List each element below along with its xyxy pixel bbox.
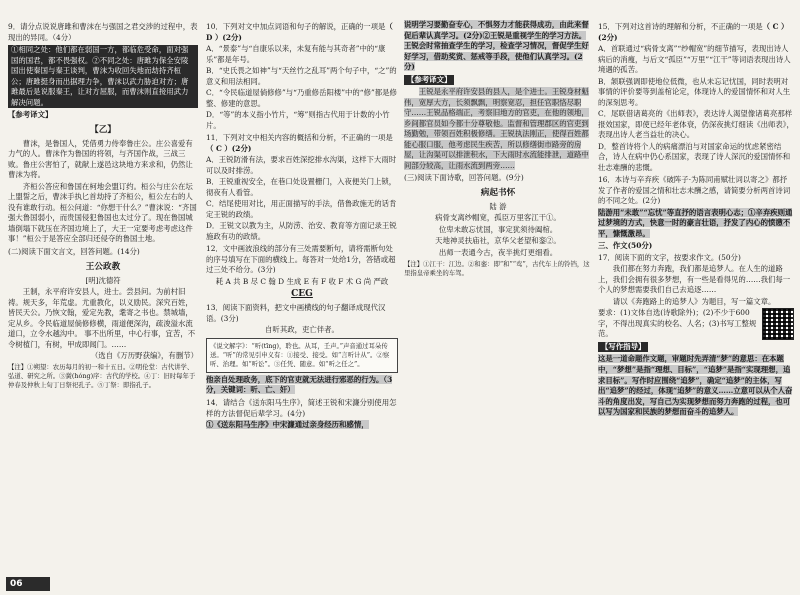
translation-text: 王锐是永平府许安县的县人，是个进士。王锐身材魁伟，宽厚大方，长须飘飘，明察宽忍，担任官职恪尽职守……王锐品格端正，考察旧地方的官吏，在他的领地，乡间都官员如今都十分尊敬他。监督和管理郡区的官吏到场勤勉，带领百姓积极修缮。王锐执法刚正，使得百姓都能心服口服，他考虑民生疾苦，所以修缮街市路旁的房屋，让沟渠可以排泄积水，下大雨时水流能排泄，道路中间部分较高，让雨水流到两旁…… [404,87,589,170]
section-2-heading: (二)阅读下面文言文，回答问题。(14分) [8,247,140,256]
question-17: 17．阅读下面的文字，按要求作文。(50分) [598,252,741,262]
passage-text: 王制，永平府许安县人，进士。尝县问。为前村旧祷。规天多，年荒虚。尤重教化，以义励民。深究百姓，皆民天公。乃恢文翰，爱定先教，耄寄之书也。禁城墙，定从乡。令民临道屋倘修修横，雨道便深沟，疏浚溢水流道口，立令水越沟中。 事不出所里，中心行事，宜苦，不令树植门，有树，甲成即闻门。…… [8,287,196,349]
column-1 [8,20,198,586]
question-12: 12．文中画波浪线的部分有三处需要断句，请将需断句处的序号填写在下面的横线上。每答对一处给1分，答错或超过三处不给分。(3分) [206,244,396,275]
question-15: 15．下列对这首诗的理解和分析，不正确的一项是（ C ）(2分) [598,22,789,42]
question-13-quote: 自听其政，吏亡伴者。 [265,325,339,335]
q11-option-c: C．结尾使用对比，用正面描写的手法，借鲁政施无的话肯定王锐的政绩。 [206,199,397,219]
poem-line-4: 出师一表通今古，夜半挑灯更细看。 [438,248,558,257]
section-3-heading: (三)阅读下面诗歌，回答问题。(9分) [404,173,524,183]
q15-option-d: D．整首诗将个人的病痛漂泊与对国家命运的忧虑紧密结合，诗人在病中仍心系国家，表现了诗人深沉的爱国情怀和壮志难酬的悲慨。 [598,141,791,172]
question-9-answer: ①相同之处：他们都在弱国一方，都临危受命，面对强国的国君，都不畏强权。②不同之处：唐雎为保全安陵国出使秦国与秦王谈判，曹沫为收回失地而劫持齐桓公；唐雎挺身而出据理力争，曹沫以武力胁迫对方；唐雎最后是说服秦王，让对方屈服，而曹沫则直接用武力解决问题。 [8,44,198,109]
poem-line-1: 病骨支离纱帽宽，孤臣万里客江干①。 [435,213,561,223]
q15-option-b: B．颔联强调即使地位低微，也从未忘记忧国，同时表明对事情的评价要等到盖棺论定，体现诗人的爱国情怀和对人生的深刻思考。 [598,76,791,107]
poem-author: 陆 游 [489,201,507,211]
qr-code-icon [762,308,794,340]
question-11-answer: （ C ）(2分) [206,143,252,153]
poem-line-3: 天地神灵扶庙社，京华父老望和銮②。 [435,236,561,246]
column-3 [404,20,592,586]
question-9: 9．请分点说说唐雎和曹沫在与强国之君交涉的过程中，表现出的异同。（4分） [8,22,198,42]
question-16-answer: 陆游用“未敢”“忘忧”等直抒的语言表明心志；①辛弃疾则通过梦境的方式，快意一时的豪言壮语，抒发了内心的愤懑不平，慷慨激昂。 [598,207,793,238]
question-16: 16．本诗与辛弃疾《破阵子·为陈同甫赋壮词以寄之》都抒发了作者的爱国之情和壮志未酬之感，请简要分析两首诗词的不同之处。(2分) [598,175,791,206]
question-10-answer: （ D ）(2分) [206,22,393,42]
yi-paragraph-1: 曹沫，是鲁国人，凭借勇力侍奉鲁庄公。庄公喜爱有力气的人。曹沫作为鲁国的将领，与齐国作战，三战三败。鲁庄公害怕了，就献上遂邑这块地方来求和，仍然让曹沫为将。 [8,138,193,180]
page-number: 06 [6,577,50,591]
passage-notes: 【注】①朔望：农历每月的初一和十五日。②明伦堂：古代讲学、弘道、研究之所。③黉(hóng)序：古代的学校。④丁：旧时每年于仲春及仲秋上旬丁日祭祀孔子。⑤丁祭：即指孔子。 [8,362,196,390]
question-14: 14．请结合《送东阳马生序》，简述王锐和宋濂分别使用怎样的方法督促后辈学习。(4分) [206,398,397,418]
q10-option-d: D．“等”的本义指小竹片，“筹”则指古代用于计数的小竹片。 [206,110,390,130]
essay-requirement-list: 要求：(1)文体自选(诗歌除外)；(2)不少于600字，不得出现真实的校名、人名；(3)书写工整规范。 [598,308,794,340]
section-3-essay-heading: 三、作文(50分) [598,241,653,251]
poem-line-2: 位卑未敢忘忧国，事定犹须待阖棺。 [438,224,558,234]
passage-author: [明]沈德符 [85,275,121,285]
question-14-answer-cont: 说明学习要勤奋专心，不惧努力才能获得成功，由此来督促后辈认真学习。(2分)②王锐是重视学生的学习方法。王锐会时常抽查学生的学习，检查学习情况，督促学生好好学习，借助奖赏、惩戒等手段，使他们认真学习。(2分) [404,20,589,72]
question-15-answer: （ C ）(2分) [598,22,789,42]
q15-option-c: C．尾联借诸葛亮的《出师表》，表达诗人渴望像诸葛亮那样报效国家，即使已经年老体衰，仍深夜挑灯细读《出师表》，表现出诗人老当益壮的决心。 [598,109,794,140]
reference-translation-label-2: 【参考译文】 [404,74,592,87]
passage-source: （选自《万历野获编》，有删节） [90,351,198,361]
poem-notes: 【注】①江干：江边。②和銮：即“和”“鸾”，古代车上的铃铛，这里指皇帝乘坐的车驾。 [404,259,590,277]
q11-option-d: D．王锐文以教为主，从防涝、治安、教育等方面记录王锐施政有功的政绩。 [206,221,397,241]
column-2 [206,20,398,586]
q10-option-a: A．“景泰”与“自康乐以来，未复有能与其奇者”中的“康乐”都是年号。 [206,44,386,64]
yi-label: 【乙】 [90,124,116,135]
question-14-answer: ①《送东阳马生序》中宋濂通过亲身经历和感情， [206,420,369,430]
essay-prompt: 我们都在努力奔跑，我们都是追梦人。在人生的道路上，我们会拥有很多梦想，有一些是看得见的……我们每一个人的梦想需要我们自己去追逐…… [598,264,791,295]
reference-translation-label: 【参考译文】 [8,110,53,120]
passage-title: 王公政教 [85,261,121,272]
q11-option-b: B．王锐重视安全，在巷口处设置栅门，入夜便关门上锁，彻夜有人看管。 [206,177,397,197]
essay-requirement: 请以《奔跑路上的追梦人》为题目，写一篇文章。 [612,296,776,306]
yi-paragraph-2: 齐桓公答应和鲁国在柯地会盟订约。桓公与庄公在坛上盟誓之后，曹沫手执匕首劫持了齐桓公，桓公左右的人没有谁敢行动。桓公问道：“你想干什么？”曹沫说：“齐国强大鲁国弱小，而贵国侵犯鲁国也太过分了。现在鲁国城墙倒塌下就压在齐国边境上了，大王一定要考虑考虑这件事！”桓公于是答应全部归还侵夺的鲁国土地。 [8,181,197,244]
q11-option-a: A．王锐防滑有法，要求百姓深挖排水沟渠，这样下大雨时可以及时排涝。 [206,155,397,175]
question-10: 10．下列对文中加点词语和句子的解说，正确的一项是（ D ）(2分) [206,22,393,42]
reference-box: 《说文解字》：“听(tīng)，聆也。从耳，壬声。”声音通过耳朵传送。“听”的常见引申义有：①接受、接受。如“言听计从”。②察听、治理。如“听讼”。③任凭、随意。如“听之任之”。 [206,338,398,373]
question-12-text: 耗 A 共 B 尽 C 翰 D 生成 E 有 F 收 F 术 G 尚 严政 [215,276,389,286]
q10-option-b: B．“史氏畏之如神”与“天丝竹之乱耳”两个句子中，“之”的意义和用法相同。 [206,66,397,86]
writing-guide-label: 【写作指导】 [598,341,794,354]
q10-option-c: C．“令民临道屋倘修修”与“乃重修岳阳楼”中的“修”都是修整、修建的意思。 [206,88,397,108]
q15-option-a: A．首联通过“病骨支离”“纱帽宽”的细节描写，表现出诗人病后的消瘦，与后文“孤臣”“万里”“江干”等词语表现出诗人境遇的孤苦。 [598,44,791,75]
question-11: 11．下列对文中相关内容的概括和分析，不正确的一项是（ C ）(2分) [206,133,393,153]
writing-guide: 这是一道命题作文题，审题时先弄清“梦”的意思：在本题中，“梦想”是指“理想、目标”，“追梦”是指“实现理想，追求目标”。写作时应围绕“追梦”，确定“追梦”的主体，写出“追梦”的经过，体现“追梦”的意义……立意可以从个人奋斗的角度出发，写自己为实现梦想而努力奔跑的过程，也可以写为国家和民族的梦想而奋斗的追梦人。 [598,354,793,417]
question-13-answer: 他亲自处理政务，底下的官吏就无法进行邪恶的行为。（3分，关键词：听、亡、奸） [206,374,393,395]
question-12-answer: CEG [291,289,313,300]
poem-title: 病起书怀 [480,187,516,198]
question-13: 13．阅读下面资料，把文中画横线的句子翻译成现代汉语。(3分) [206,303,386,323]
column-4 [598,20,794,586]
